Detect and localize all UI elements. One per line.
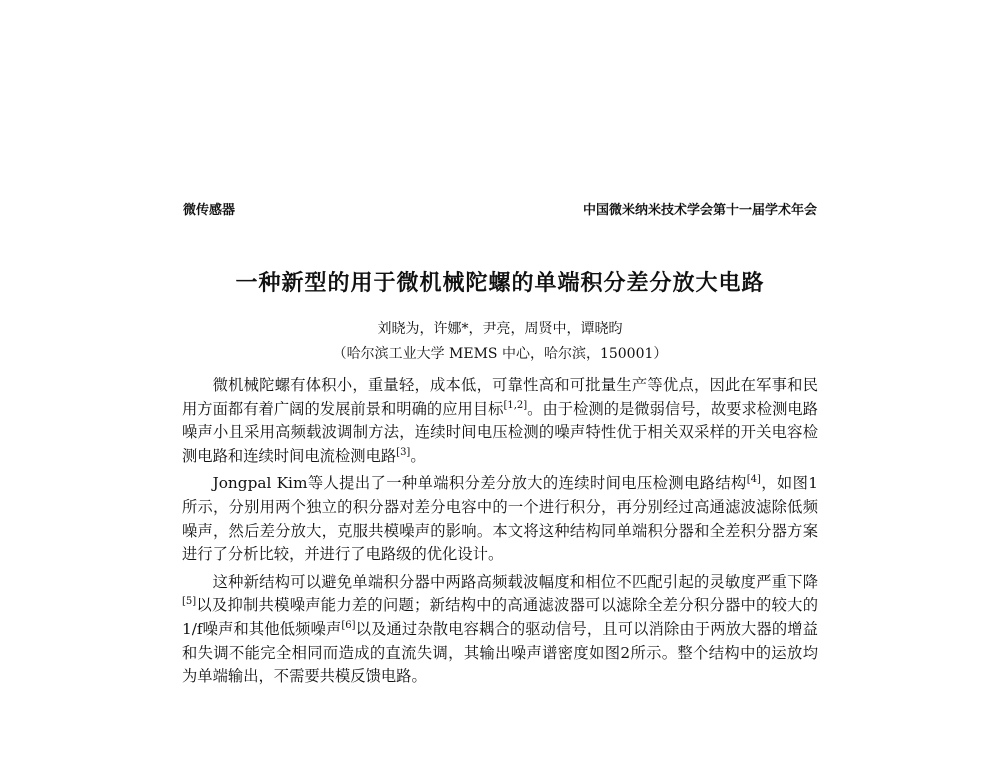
author-list: 刘晓为，许娜*，尹亮，周贤中，谭晓昀 xyxy=(377,321,623,337)
running-header-right: 中国微米纳米技术学会第十一届学术年会 xyxy=(582,203,817,218)
paper-title: 一种新型的用于微机械陀螺的单端积分差分放大电路 xyxy=(235,271,765,296)
paragraph-2 xyxy=(182,472,818,566)
paragraph-3-text-b: 以及抑制共模噪声能力差的问题；新结构中的高通滤波器可以滤除全差分积分器中的较大的1/f噪声和其他低频噪声 xyxy=(182,596,818,638)
citation: [3] xyxy=(396,446,411,458)
running-header-left: 微传感器 xyxy=(183,203,236,218)
citation: [4] xyxy=(746,474,761,486)
affiliation: （哈尔滨工业大学 MEMS 中心，哈尔滨，150001） xyxy=(332,346,668,362)
citation: [6] xyxy=(341,619,356,631)
citation: [1,2] xyxy=(503,399,528,411)
paragraph-1 xyxy=(182,374,818,468)
paragraph-2-text-a: Jongpal Kim等人提出了一种单端积分差分放大的连续时间电压检测电路结构 xyxy=(212,474,747,493)
paragraph-3 xyxy=(182,571,818,689)
paragraph-1-text-c: 。 xyxy=(410,446,426,465)
body-text xyxy=(182,374,818,693)
paragraph-3-text-c: 以及通过杂散电容耦合的驱动信号，且可以消除由于两放大器的增益和失调不能完全相同而造成的直流失调，其输出噪声谱密度如图2所示。整个结构中的运放均为单端输出，不需要共模反馈电路。 xyxy=(182,619,818,686)
paragraph-2-text-b: ，如图1所示，分别用两个独立的积分器对差分电容中的一个进行积分，再分别经过高通滤波滤除低频噪声，然后差分放大，克服共模噪声的影响。本文将这种结构同单端积分器和全差积分器方案进行了分析比较，并进行了电路级的优化设计。 xyxy=(182,474,819,564)
paragraph-1-text-a: 微机械陀螺有体积小，重量轻，成本低，可靠性高和可批量生产等优点，因此在军事和民用方面都有着广阔的发展前景和明确的应用目标 xyxy=(182,376,818,418)
citation: [5] xyxy=(182,596,197,608)
paragraph-1-text-b: 。由于检测的是微弱信号，故要求检测电路噪声小且采用高频载波调制方法，连续时间电压检测的噪声特性优于相关双采样的开关电容检测电路和连续时间电流检测电路 xyxy=(182,399,818,465)
paragraph-3-text-a: 这种新结构可以避免单端积分器中两路高频载波幅度和相位不匹配引起的灵敏度严重下降 xyxy=(212,572,818,591)
